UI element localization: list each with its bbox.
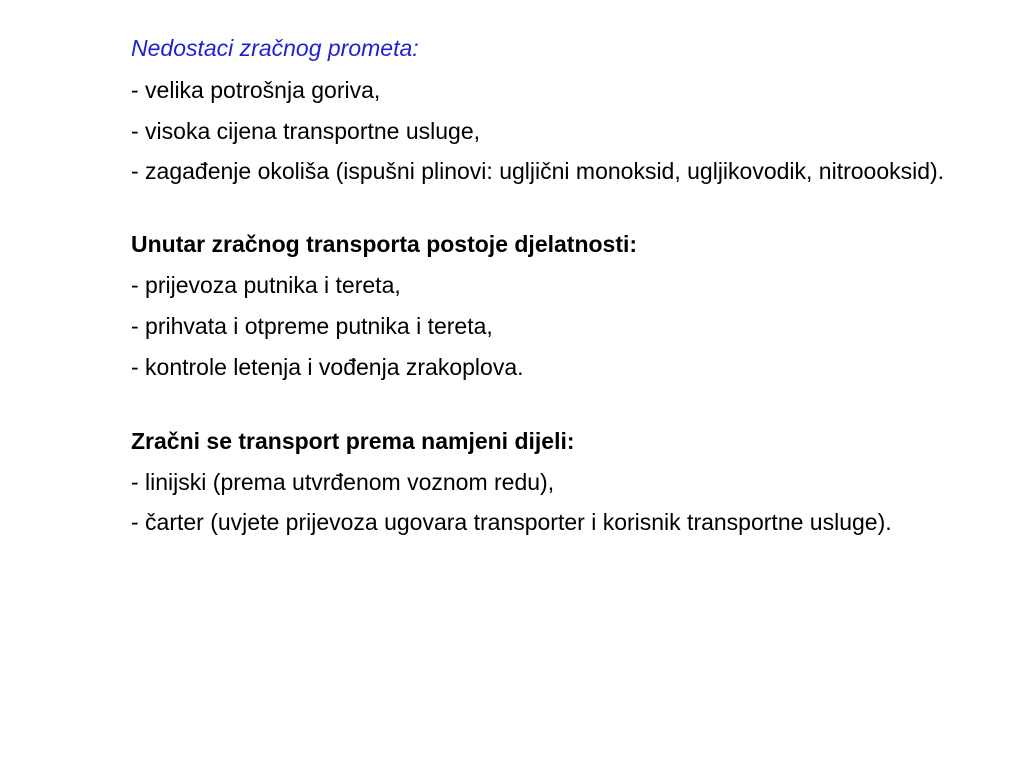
list-item: - linijski (prema utvrđenom voznom redu), [131, 469, 555, 495]
list-item: - prihvata i otpreme putnika i tereta, [131, 313, 493, 339]
list-item: - prijevoza putnika i tereta, [131, 272, 401, 298]
list-item: - zagađenje okoliša (ispušni plinovi: ugljični monoksid, ugljikovodik, nitroooksid). [131, 158, 945, 184]
section-spacer [131, 390, 965, 423]
list-item: - velika potrošnja goriva, [131, 77, 381, 103]
section-heading-purpose: Zračni se transport prema namjeni dijeli: [131, 428, 575, 454]
slide-content [131, 30, 965, 544]
section-heading-activities: Unutar zračnog transporta postoje djelatnosti: [131, 231, 638, 257]
list-item: - kontrole letenja i vođenja zrakoplova. [131, 354, 524, 380]
list-item: - visoka cijena transportne usluge, [131, 118, 481, 144]
section-heading-disadvantages: Nedostaci zračnog prometa: [131, 35, 419, 61]
section-spacer [131, 193, 965, 226]
list-item: - čarter (uvjete prijevoza ugovara transporter i korisnik transportne usluge). [131, 509, 892, 535]
